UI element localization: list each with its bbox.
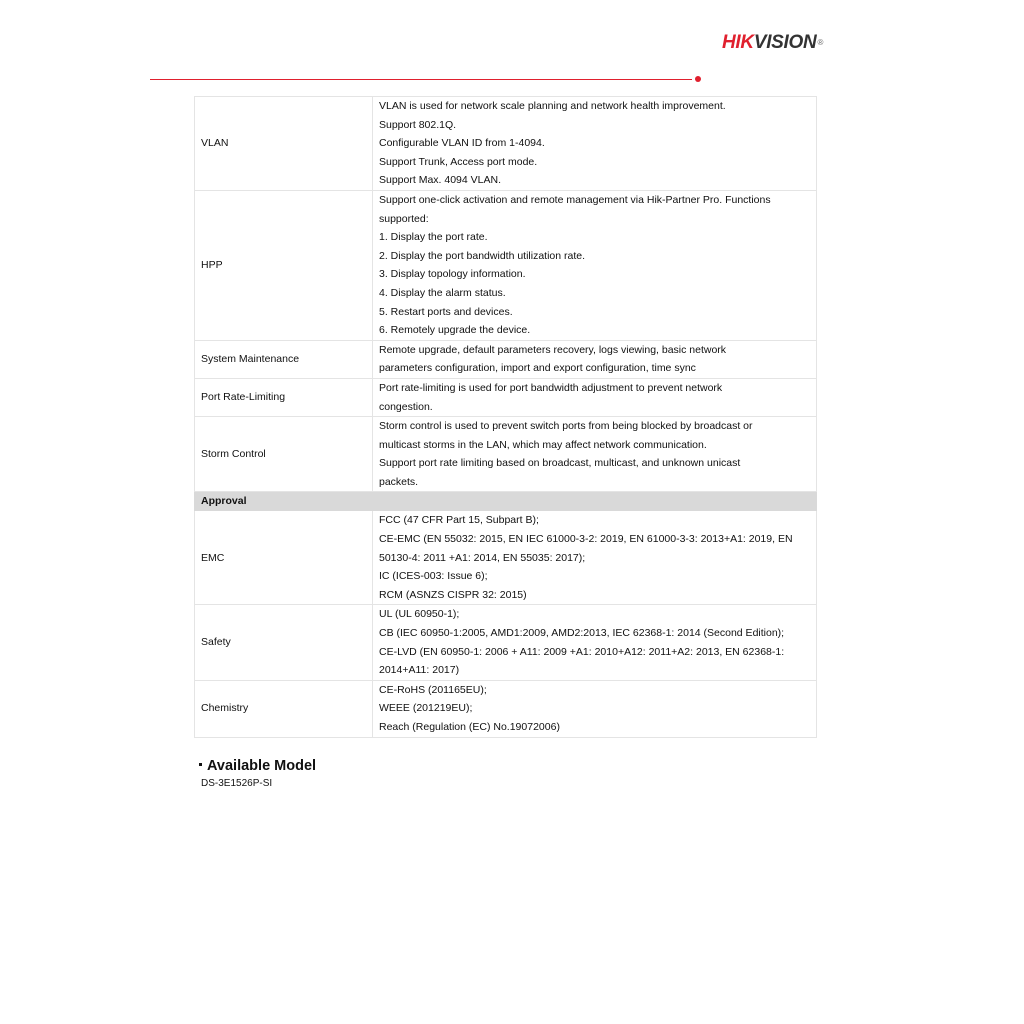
spec-description-cell bbox=[373, 340, 817, 378]
spec-description-line: CE-EMC (EN 55032: 2015, EN IEC 61000-3-2: 2019, EN 61000-3-3: 2013+A1: 2019, EN bbox=[379, 533, 793, 546]
spec-label-cell: VLAN bbox=[195, 97, 373, 191]
spec-description-line: UL (UL 60950-1); bbox=[379, 608, 460, 621]
available-model-heading bbox=[199, 757, 316, 775]
spec-description-line: Storm control is used to prevent switch ports from being blocked by broadcast or bbox=[379, 420, 753, 433]
spec-label-cell: Chemistry bbox=[195, 680, 373, 737]
spec-description-cell bbox=[373, 511, 817, 605]
spec-description-line: packets. bbox=[379, 475, 419, 488]
logo-hik-text: HIK bbox=[722, 32, 754, 53]
spec-description-line: Support 802.1Q. bbox=[379, 118, 457, 131]
spec-row bbox=[195, 378, 817, 416]
specification-table bbox=[194, 96, 817, 738]
spec-description-cell bbox=[373, 378, 817, 416]
spec-description-line: Port rate-limiting is used for port bandwidth adjustment to prevent network bbox=[379, 381, 723, 394]
spec-description-line: 5. Restart ports and devices. bbox=[379, 305, 513, 318]
spec-description-line: Configurable VLAN ID from 1-4094. bbox=[379, 137, 545, 150]
approval-section-title: Approval bbox=[195, 492, 817, 511]
specification-table-body bbox=[195, 97, 817, 738]
spec-description-cell bbox=[373, 417, 817, 492]
hikvision-logo bbox=[722, 32, 823, 54]
spec-description-line: congestion. bbox=[379, 400, 433, 413]
logo-vision-text: VISION bbox=[753, 32, 817, 53]
spec-description-cell bbox=[373, 605, 817, 680]
available-model-title: Available Model bbox=[207, 758, 317, 774]
spec-description-line: supported: bbox=[379, 212, 429, 225]
spec-description-line: CE-LVD (EN 60950-1: 2006 + A11: 2009 +A1: 2010+A12: 2011+A2: 2013, EN 62368-1: bbox=[379, 645, 785, 658]
spec-description-cell bbox=[373, 680, 817, 737]
available-model-number: DS-3E1526P-SI bbox=[201, 778, 273, 789]
spec-description-line: IC (ICES-003: Issue 6); bbox=[379, 570, 488, 583]
spec-description-cell bbox=[373, 97, 817, 191]
spec-description-line: Reach (Regulation (EC) No.19072006) bbox=[379, 721, 560, 733]
approval-section-header bbox=[195, 492, 817, 511]
spec-description-line: 50130-4: 2011 +A1: 2014, EN 55035: 2017); bbox=[379, 551, 586, 564]
spec-label-cell: Port Rate-Limiting bbox=[195, 378, 373, 416]
spec-description-line: WEEE (201219EU); bbox=[379, 702, 473, 715]
spec-description-line: 6. Remotely upgrade the device. bbox=[379, 324, 531, 337]
spec-description-line: 1. Display the port rate. bbox=[379, 231, 488, 244]
spec-row bbox=[195, 340, 817, 378]
spec-row bbox=[195, 417, 817, 492]
spec-description-line: RCM (ASNZS CISPR 32: 2015) bbox=[379, 588, 527, 601]
spec-row bbox=[195, 511, 817, 605]
heading-bullet-icon bbox=[199, 763, 202, 766]
spec-row bbox=[195, 605, 817, 680]
spec-description-line: CE-RoHS (201165EU); bbox=[379, 683, 487, 696]
logo-registered-mark: ® bbox=[817, 38, 824, 47]
spec-row bbox=[195, 97, 817, 191]
spec-description-line: multicast storms in the LAN, which may affect network communication. bbox=[379, 438, 707, 451]
spec-description-line: Remote upgrade, default parameters recovery, logs viewing, basic network bbox=[379, 343, 727, 356]
spec-description-line: Support Trunk, Access port mode. bbox=[379, 155, 538, 168]
spec-label-cell: HPP bbox=[195, 190, 373, 340]
spec-description-line: Support one-click activation and remote management via Hik-Partner Pro. Functions bbox=[379, 193, 771, 206]
header-divider-line bbox=[150, 79, 692, 80]
spec-description-line: 2014+A11: 2017) bbox=[379, 664, 460, 677]
spec-description-line: parameters configuration, import and export configuration, time sync bbox=[379, 362, 696, 375]
spec-description-cell bbox=[373, 190, 817, 340]
spec-description-line: VLAN is used for network scale planning and network health improvement. bbox=[379, 100, 726, 112]
spec-description-line: 3. Display topology information. bbox=[379, 268, 526, 281]
spec-label-cell: Storm Control bbox=[195, 417, 373, 492]
spec-description-line: Support port rate limiting based on broadcast, multicast, and unknown unicast bbox=[379, 457, 741, 470]
spec-label-cell: EMC bbox=[195, 511, 373, 605]
spec-description-line: Support Max. 4094 VLAN. bbox=[379, 174, 501, 187]
spec-description-line: FCC (47 CFR Part 15, Subpart B); bbox=[379, 514, 539, 527]
spec-label-cell: System Maintenance bbox=[195, 340, 373, 378]
spec-description-line: 2. Display the port bandwidth utilization rate. bbox=[379, 249, 586, 262]
spec-row bbox=[195, 680, 817, 737]
spec-description-line: CB (IEC 60950-1:2005, AMD1:2009, AMD2:2013, IEC 62368-1: 2014 (Second Edition); bbox=[379, 627, 785, 640]
spec-row bbox=[195, 190, 817, 340]
spec-label-cell: Safety bbox=[195, 605, 373, 680]
header-divider-dot bbox=[695, 76, 701, 82]
spec-description-line: 4. Display the alarm status. bbox=[379, 286, 506, 299]
